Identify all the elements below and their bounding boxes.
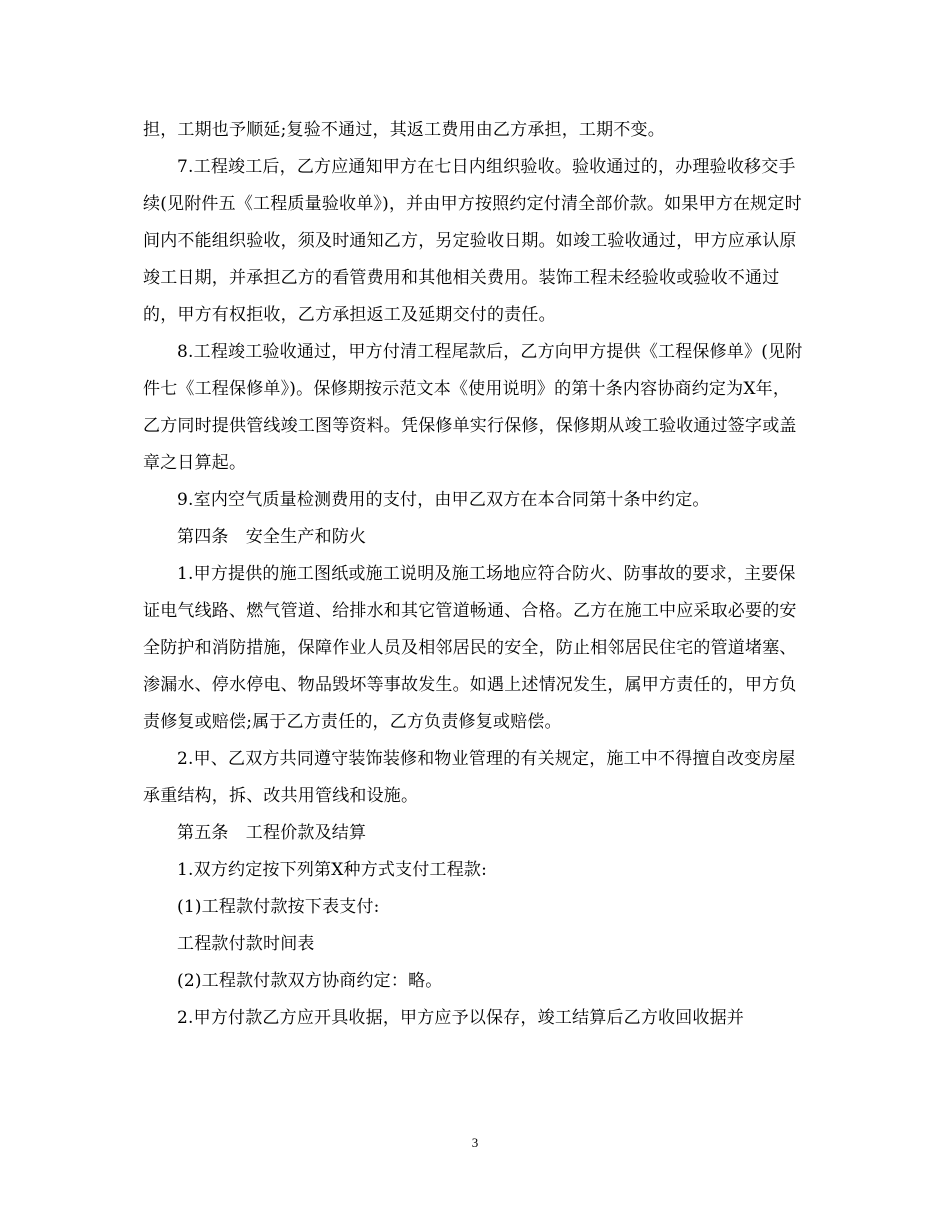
- paragraph: 9.室内空气质量检测费用的支付，由甲乙双方在本合同第十条中约定。: [177, 490, 710, 510]
- page-number: 3: [471, 1135, 479, 1150]
- paragraph: 担，工期也予顺延;复验不通过，其返工费用由乙方承担，工期不变。: [143, 120, 665, 140]
- table-caption: 工程款付款时间表: [177, 934, 315, 954]
- paragraph: 2.甲方付款乙方应开具收据，甲方应予以保存，竣工结算后乙方收回收据并: [177, 1008, 745, 1028]
- paragraph: 8.工程竣工验收通过，甲方付清工程尾款后，乙方向甲方提供《工程保修单》(见附件七《工程保修单》)。保修期按示范文本《使用说明》的第十条内容协商约定为X年，乙方同时提供管线竣工图等资料。凭保修单实行保修，保修期从竣工验收通过签字或盖章之日算起。: [143, 342, 803, 473]
- paragraph: (2)工程款付款双方协商约定：略。: [177, 971, 443, 991]
- body-text: [143, 112, 803, 1037]
- paragraph: 1.甲方提供的施工图纸或施工说明及施工场地应符合防火、防事故的要求，主要保证电气线路、燃气管道、给排水和其它管道畅通、合格。乙方在施工中应采取必要的安全防护和消防措施，保障作业人员及相邻居民的安全，防止相邻居民住宅的管道堵塞、渗漏水、停水停电、物品毁坏等事故发生。如遇上述情况发生，属甲方责任的，甲方负责修复或赔偿;属于乙方责任的，乙方负责修复或赔偿。: [143, 564, 797, 732]
- paragraph: 2.甲、乙双方共同遵守装饰装修和物业管理的有关规定，施工中不得擅自改变房屋承重结构，拆、改共用管线和设施。: [143, 749, 796, 806]
- section-heading: 第四条 安全生产和防火: [177, 527, 367, 547]
- paragraph: (1)工程款付款按下表支付:: [177, 897, 380, 917]
- paragraph: 1.双方约定按下列第X种方式支付工程款:: [177, 860, 488, 880]
- paragraph: 7.工程竣工后，乙方应通知甲方在七日内组织验收。验收通过的，办理验收移交手续(见附件五《工程质量验收单》)，并由甲方按照约定付清全部价款。如果甲方在规定时间内不能组织验收，须及时通知乙方，另定验收日期。如竣工验收通过，甲方应承认原竣工日期，并承担乙方的看管费用和其他相关费用。装饰工程未经验收或验收不通过的，甲方有权拒收，乙方承担返工及延期交付的责任。: [143, 157, 802, 325]
- section-heading: 第五条 工程价款及结算: [177, 823, 367, 843]
